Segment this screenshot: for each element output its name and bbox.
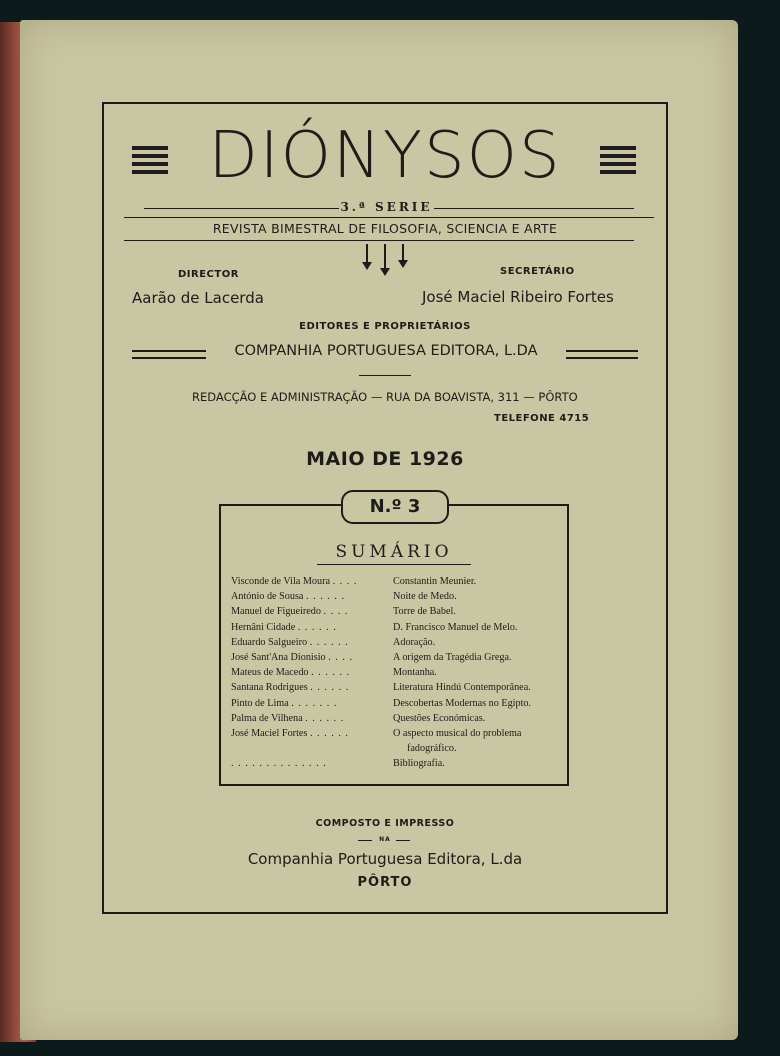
toc-author: Santana Rodrigues . . . . . . xyxy=(231,682,350,694)
magazine-title: DIÓNYSOS xyxy=(208,119,562,193)
cover-page xyxy=(20,20,738,1040)
toc-author: José Maciel Fortes . . . . . . xyxy=(231,727,349,739)
director-name: Aarão de Lacerda xyxy=(132,289,264,307)
subtitle-rule-top xyxy=(124,217,654,218)
toc-title: Torre de Babel. xyxy=(393,606,456,618)
toc-author: Visconde de Vila Moura . . . . xyxy=(231,576,358,587)
toc-author: . . . . . . . . . . . . . . xyxy=(231,758,327,770)
cover-frame xyxy=(102,102,668,914)
toc-row xyxy=(231,713,561,728)
toc-title: Questões Económicas. xyxy=(393,712,486,724)
publisher-rule-right xyxy=(566,350,638,359)
publisher-name: COMPANHIA PORTUGUESA EDITORA, L.DA xyxy=(234,343,538,359)
arrow-down-icon xyxy=(362,244,372,270)
secretary-name: José Maciel Ribeiro Fortes xyxy=(422,288,614,306)
na-rule-left xyxy=(358,840,372,841)
series-rule-left xyxy=(144,208,339,209)
arrow-down-icon xyxy=(398,244,408,268)
toc-author: Mateus de Macedo . . . . . . xyxy=(231,667,351,679)
toc-row xyxy=(231,667,561,682)
issue-number-badge: N.º 3 xyxy=(341,490,449,524)
colophon-na: NA xyxy=(379,836,391,843)
toc-row xyxy=(231,743,561,758)
toc-author: António de Sousa . . . . . . xyxy=(231,591,346,603)
toc-row xyxy=(231,576,561,591)
toc-row xyxy=(231,682,561,697)
toc-title: Descobertas Modernas no Egipto. xyxy=(393,697,532,709)
toc-row xyxy=(231,606,561,621)
summary-heading: SUMÁRIO xyxy=(335,542,453,562)
short-divider xyxy=(359,375,411,376)
toc-title: Montanha. xyxy=(393,667,437,679)
toc-title: Literatura Hindú Contemporânea. xyxy=(393,682,531,694)
toc-title: A origem da Tragédia Grega. xyxy=(393,651,512,663)
summary-box xyxy=(219,504,569,786)
toc-title: O aspecto musical do problema xyxy=(393,727,522,739)
series-rule-right xyxy=(434,208,634,209)
toc-title: D. Francisco Manuel de Melo. xyxy=(393,621,518,633)
na-rule-right xyxy=(396,840,410,841)
toc-row xyxy=(231,637,561,652)
secretary-label: SECRETÁRIO xyxy=(500,266,575,277)
toc-author: Palma de Vilhena . . . . . . xyxy=(231,712,345,724)
publisher-rule-left xyxy=(132,350,206,359)
printer-city: PÔRTO xyxy=(357,875,413,890)
telephone: TELEFONE 4715 xyxy=(494,413,590,424)
magazine-subtitle: REVISTA BIMESTRAL DE FILOSOFIA, SCIENCIA E ARTE xyxy=(212,221,558,236)
summary-heading-underline xyxy=(317,564,471,565)
toc-title: Adoração. xyxy=(393,636,436,648)
toc-row xyxy=(231,758,561,773)
toc-author: Pinto de Lima . . . . . . . xyxy=(231,697,338,709)
toc-row xyxy=(231,728,561,743)
toc-row xyxy=(231,698,561,713)
printer-company: Companhia Portuguesa Editora, L.da xyxy=(247,850,523,868)
toc-title: Bibliografia. xyxy=(393,758,445,770)
toc-row xyxy=(231,652,561,667)
table-of-contents xyxy=(231,576,561,773)
toc-title: fadográfico. xyxy=(407,743,457,755)
director-label: DIRECTOR xyxy=(178,269,239,280)
toc-author: Eduardo Salgueiro . . . . . . xyxy=(231,636,349,648)
subtitle-rule-bottom xyxy=(124,240,634,241)
series-label: 3.ª SERIE xyxy=(340,200,433,214)
publisher-label: EDITORES E PROPRIETÁRIOS xyxy=(299,321,471,332)
toc-author: José Sant'Ana Dionisio . . . . xyxy=(231,651,354,663)
issue-date: MAIO DE 1926 xyxy=(306,448,464,470)
toc-title: Noite de Medo. xyxy=(393,591,457,603)
toc-row xyxy=(231,591,561,606)
arrow-down-icon xyxy=(380,244,390,276)
colophon-printed-by: COMPOSTO E IMPRESSO xyxy=(315,818,455,829)
address-line: REDACÇÃO E ADMINISTRAÇÃO — RUA DA BOAVISTA, 311 — PÔRTO xyxy=(192,390,578,404)
toc-author: Manuel de Figueiredo . . . . xyxy=(231,606,349,618)
toc-title: Constantin Meunier. xyxy=(393,576,477,587)
toc-row xyxy=(231,622,561,637)
toc-author: Hernâni Cidade . . . . . . xyxy=(231,621,337,633)
